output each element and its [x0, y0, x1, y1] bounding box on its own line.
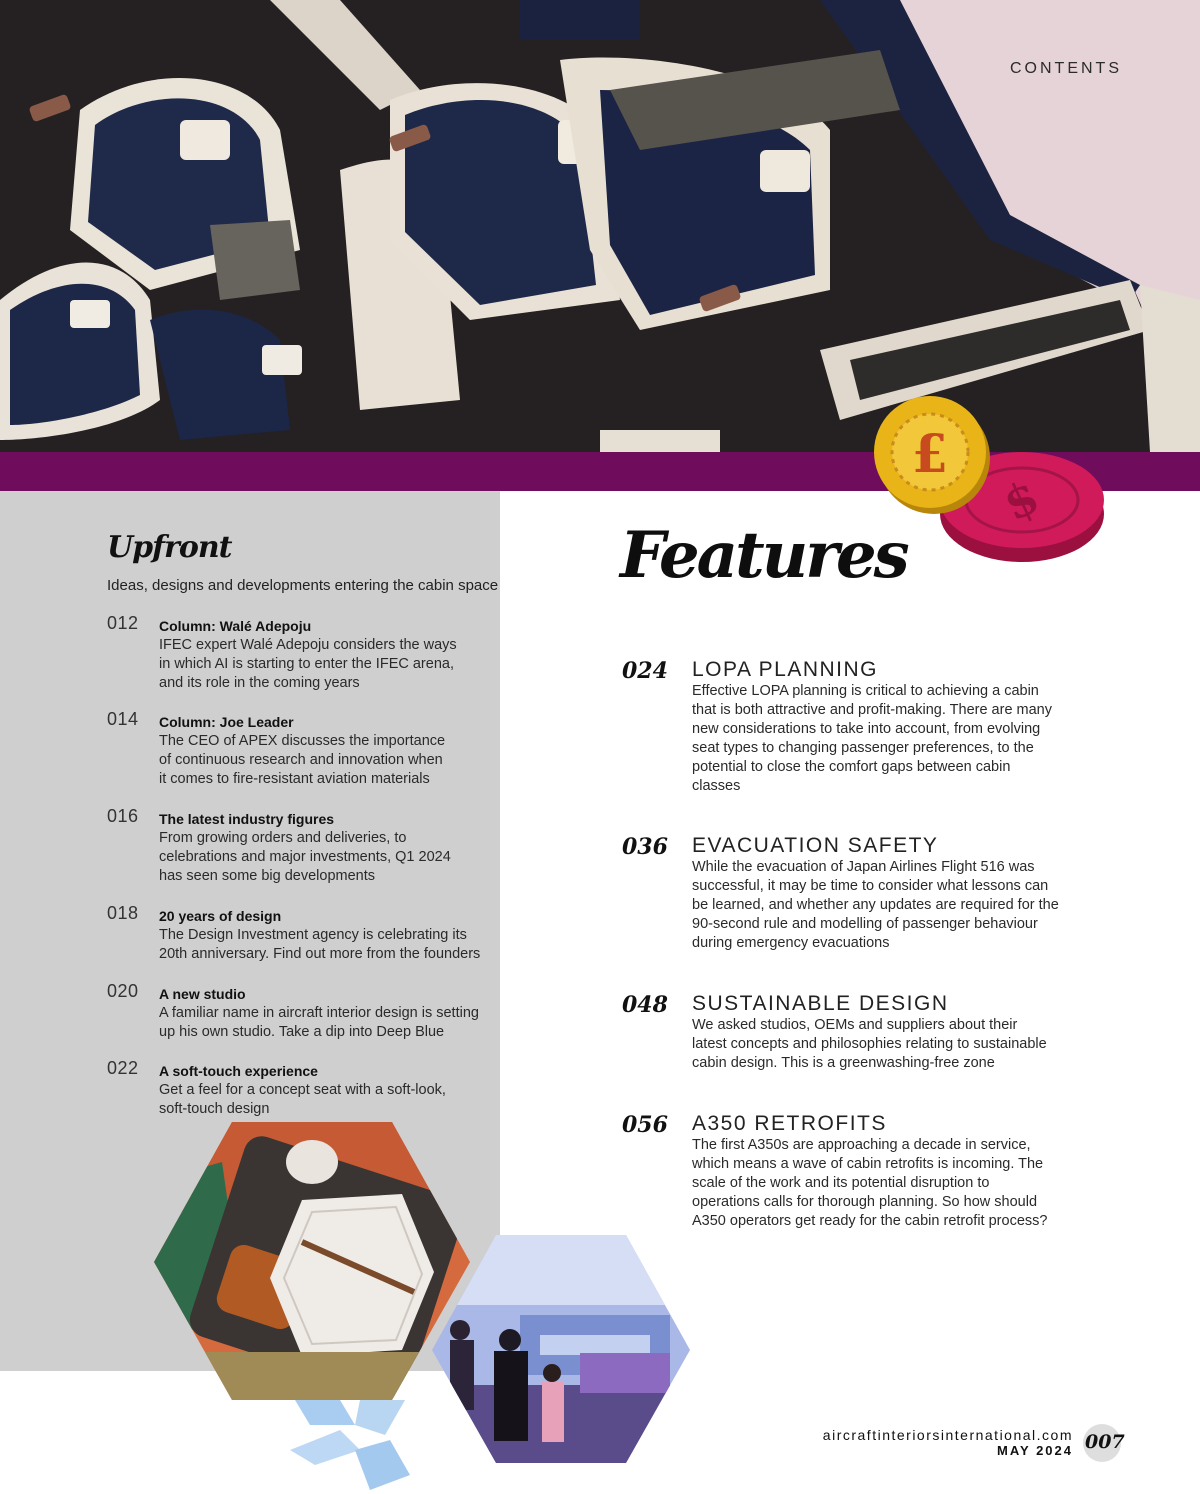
item-heading: Column: Walé Adepoju — [159, 618, 312, 634]
feature-heading: A350 RETROFITS — [692, 1112, 887, 1135]
feature-description: We asked studios, OEMs and suppliers about their latest concepts and philosophies relating to sustainable cabin design. This is a greenwashing-free zone — [692, 1017, 1047, 1071]
a350-cabin-passengers-image — [430, 1235, 692, 1465]
currency-coins-illustration — [872, 392, 1112, 562]
decorative-tiles-icon — [285, 1395, 435, 1494]
page-number: 014 — [107, 709, 139, 729]
page-number: 048 — [622, 992, 668, 1018]
upfront-title: Upfront — [107, 530, 232, 565]
page-number-label: 007 — [1085, 1431, 1125, 1453]
feature-heading: SUSTAINABLE DESIGN — [692, 992, 949, 1015]
feature-heading: LOPA PLANNING — [692, 658, 879, 681]
upfront-subtitle: Ideas, designs and developments entering the cabin space — [107, 577, 499, 594]
feature-heading: EVACUATION SAFETY — [692, 834, 939, 857]
item-description: The CEO of APEX discusses the importance of continuous research and innovation when it comes to fire-resistant aviation materials — [159, 733, 446, 787]
page-number: 056 — [622, 1112, 668, 1138]
footer-website[interactable]: aircraftinteriorsinternational.com — [822, 1427, 1073, 1443]
feature-description: While the evacuation of Japan Airlines Flight 516 was successful, it may be time to consider what lessons can be learned, and whether any updates are required for the 90-second rule and modelling of passenger behaviour during emergency evacuations — [692, 859, 1059, 951]
item-description: From growing orders and deliveries, to celebrations and major investments, Q1 2024 has seen some big developments — [159, 830, 451, 884]
page-number: 036 — [622, 834, 668, 860]
item-heading: The latest industry figures — [159, 811, 335, 827]
feature-description: Effective LOPA planning is critical to achieving a cabin that is both attractive and profit-making. There are many new considerations to take into account, from evolving seat types to changing passenger preferences, to the potential to close the comfort gaps between cabin classes — [692, 683, 1052, 794]
soft-touch-meal-tray-image — [152, 1122, 472, 1402]
item-description: The Design Investment agency is celebrating its 20th anniversary. Find out more from the founders — [159, 927, 481, 962]
item-description: Get a feel for a concept seat with a soft-look, soft-touch design — [159, 1082, 446, 1117]
item-heading: 20 years of design — [159, 908, 282, 924]
page-number: 012 — [107, 613, 139, 633]
features-title: Features — [620, 518, 907, 593]
item-heading: Column: Joe Leader — [159, 714, 294, 730]
page-number: 020 — [107, 981, 139, 1001]
section-label: CONTENTS — [1010, 60, 1122, 77]
page-number: 022 — [107, 1058, 139, 1078]
page-number: 016 — [107, 806, 139, 826]
item-heading: A new studio — [159, 986, 246, 1002]
feature-description: The first A350s are approaching a decade in service, which means a wave of cabin retrofits is incoming. The scale of the work and its potential disruption to operations calls for thorough planning. So how should A350 operators get ready for the cabin retrofit process? — [692, 1137, 1048, 1229]
page-number: 024 — [622, 658, 668, 684]
page-number: 018 — [107, 903, 139, 923]
item-description: A familiar name in aircraft interior design is setting up his own studio. Take a dip into Deep Blue — [159, 1005, 479, 1040]
item-description: IFEC expert Walé Adepoju considers the ways in which AI is starting to enter the IFEC arena, and its role in the coming years — [159, 637, 457, 691]
svg-text:£: £ — [911, 424, 949, 485]
hero-cabin-photo — [0, 0, 1200, 452]
footer-issue-date: MAY 2024 — [997, 1443, 1073, 1458]
svg-text:$: $ — [995, 468, 1048, 532]
item-heading: A soft-touch experience — [159, 1063, 318, 1079]
pound-coin-icon — [874, 396, 990, 514]
